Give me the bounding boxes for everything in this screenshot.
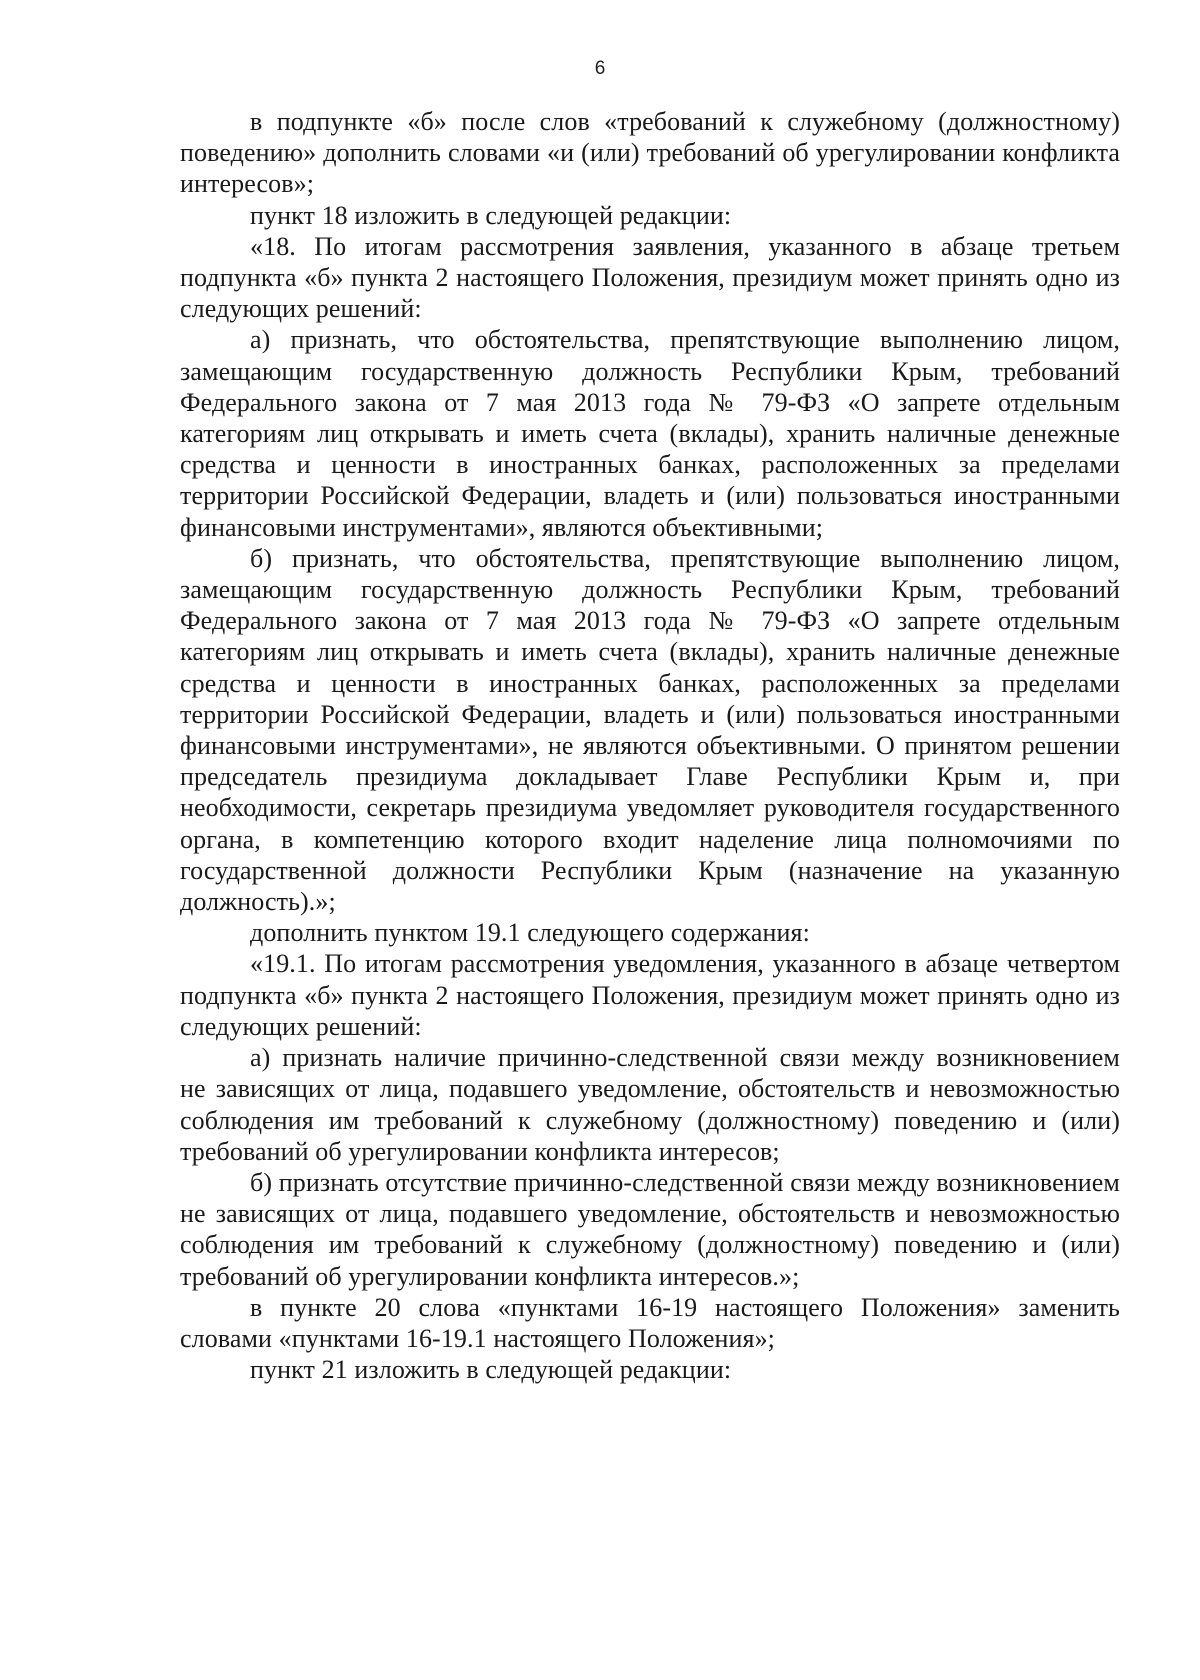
paragraph-point-21-intro: пункт 21 изложить в следующей редакции: bbox=[250, 1355, 732, 1385]
paragraph-point-18-b: б) признать, что обстоятельства, препятствующие выполнению лицом, замещающим государственную должность Республики Крым, требований Федерального закона от 7 мая 2013 года № 79-ФЗ «О запрете отдельным категориям лиц открывать и иметь счета (вклады), хранить наличные денежные средства и ценности в иностранных банках, расположенных за пределами территории Российской Федерации, владеть и (или) пользоваться иностранными финансовыми инструментами», не являются объективными. О принятом решении председатель президиума докладывает Главе Республики Крым и, при необходимости, секретарь президиума уведомляет руководителя государственного органа, в компетенцию которого входит наделение лица полномочиями по государственной должности Республики Крым (назначение на указанную должность).»; bbox=[180, 543, 1120, 917]
paragraph-point-19-1-intro: дополнить пунктом 19.1 следующего содержания: bbox=[250, 918, 810, 948]
paragraph-point-20-amendment: в пункте 20 слова «пунктами 16-19 настоящего Положения» заменить словами «пунктами 16-19.1 настоящего Положения»; bbox=[180, 1292, 1120, 1353]
page-number: 6 bbox=[594, 58, 606, 79]
paragraph-point-19-1-b: б) признать отсутствие причинно-следственной связи между возникновением не зависящих от лица, подавшего уведомление, обстоятельств и невозможностью соблюдения им требований к служебному (должностному) поведению и (или) требований об урегулировании конфликта интересов.»; bbox=[180, 1167, 1120, 1291]
paragraph-point-18: «18. По итогам рассмотрения заявления, указанного в абзаце третьем подпункта «б» пункта 2 настоящего Положения, президиум может принять одно из следующих решений: bbox=[180, 231, 1120, 324]
paragraph-point-19-1: «19.1. По итогам рассмотрения уведомления, указанного в абзаце четвертом подпункта «б» пункта 2 настоящего Положения, президиум может принять одно из следующих решений: bbox=[180, 949, 1120, 1041]
paragraph-point-18-a: а) признать, что обстоятельства, препятствующие выполнению лицом, замещающим государственную должность Республики Крым, требований Федерального закона от 7 мая 2013 года № 79-ФЗ «О запрете отдельным категориям лиц открывать и иметь счета (вклады), хранить наличные денежные средства и ценности в иностранных банках, расположенных за пределами территории Российской Федерации, владеть и (или) пользоваться иностранными финансовыми инструментами», являются объективными; bbox=[180, 325, 1120, 542]
paragraph-point-19-1-a: а) признать наличие причинно-следственной связи между возникновением не зависящих от лица, подавшего уведомление, обстоятельств и невозможностью соблюдения им требований к служебному (должностному) поведению и (или) требований об урегулировании конфликта интересов; bbox=[180, 1043, 1120, 1166]
document-body bbox=[180, 106, 1120, 1385]
paragraph-subpoint-b-amendment: в подпункте «б» после слов «требований к служебному (должностному) поведению» дополнить словами «и (или) требований об урегулировании конфликта интересов»; bbox=[180, 107, 1120, 199]
paragraph-point-18-intro: пункт 18 изложить в следующей редакции: bbox=[250, 200, 732, 230]
